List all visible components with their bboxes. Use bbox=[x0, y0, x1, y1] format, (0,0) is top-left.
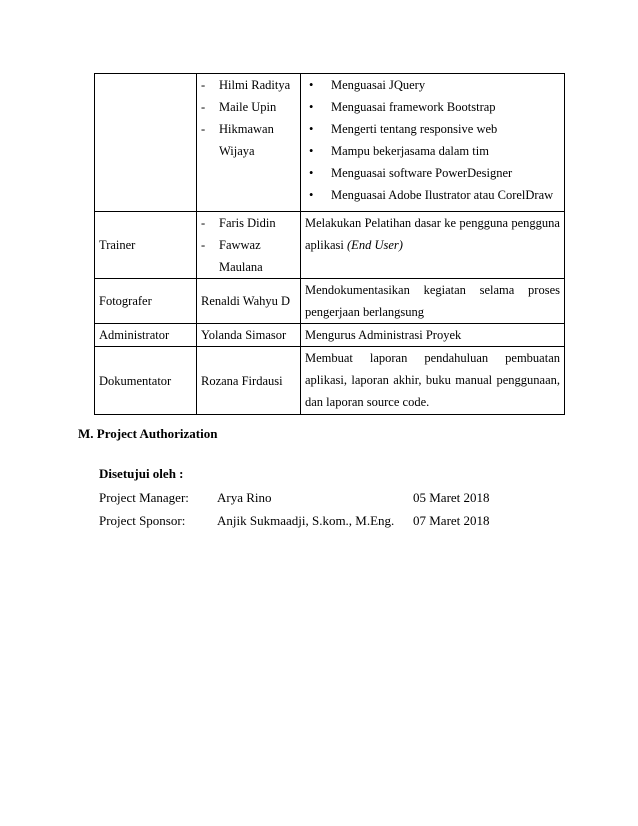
role-cell: Fotografer bbox=[95, 279, 197, 324]
member-name: Faris Didin bbox=[219, 216, 276, 230]
task-italic: (End User) bbox=[347, 238, 403, 252]
table-row bbox=[95, 212, 565, 279]
table-row bbox=[95, 74, 565, 212]
member-name: Maile Upin bbox=[219, 100, 277, 114]
list-item: • Mengerti tentang responsive web bbox=[309, 122, 498, 136]
signatory-role: Project Manager: bbox=[99, 490, 189, 505]
name-cell: - Hilmi Raditya - Maile Upin - Hikmawan Wijaya bbox=[197, 74, 301, 212]
signatory-date: 07 Maret 2018 bbox=[413, 513, 490, 528]
signatory-date: 05 Maret 2018 bbox=[413, 490, 490, 505]
signatory-name: Anjik Sukmaadji, S.kom., M.Eng. bbox=[217, 513, 395, 528]
role-cell: Dokumentator bbox=[95, 347, 197, 415]
role-cell bbox=[95, 74, 197, 212]
list-item: • Menguasai Adobe Ilustrator atau CorelDraw bbox=[309, 188, 554, 202]
task-cell bbox=[301, 74, 565, 212]
name-cell: - Faris Didin - Fawwaz Maulana bbox=[197, 212, 301, 279]
team-roles-table bbox=[94, 73, 565, 415]
name-cell: Renaldi Wahyu D bbox=[197, 279, 301, 324]
list-item: • Menguasai framework Bootstrap bbox=[309, 100, 496, 114]
member-name: Hikmawan Wijaya bbox=[219, 122, 274, 158]
role-cell: Trainer bbox=[95, 212, 197, 279]
list-item: • Menguasai JQuery bbox=[309, 78, 426, 92]
table-row bbox=[95, 324, 565, 347]
list-item: • Mampu bekerjasama dalam tim bbox=[309, 144, 489, 158]
approved-by-label: Disetujui oleh : bbox=[99, 466, 184, 481]
member-name: Fawwaz Maulana bbox=[219, 238, 263, 274]
signatory-name: Arya Rino bbox=[217, 490, 272, 505]
list-item: • Menguasai software PowerDesigner bbox=[309, 166, 513, 180]
table-row bbox=[95, 347, 565, 415]
skills-list bbox=[305, 74, 560, 206]
signatory-role: Project Sponsor: bbox=[99, 513, 186, 528]
task-cell: Membuat laporan pendahuluan pembuatan aplikasi, laporan akhir, buku manual penggunaan, dan laporan source code. bbox=[301, 347, 565, 415]
name-cell: Rozana Firdausi bbox=[197, 347, 301, 415]
task-text: Melakukan Pelatihan dasar ke pengguna pengguna aplikasi bbox=[305, 216, 560, 252]
task-cell bbox=[301, 212, 565, 279]
task-cell: Mendokumentasikan kegiatan selama proses pengerjaan berlangsung bbox=[301, 279, 565, 324]
member-name: Hilmi Raditya bbox=[219, 78, 291, 92]
name-cell: Yolanda Simasor bbox=[197, 324, 301, 347]
task-cell: Mengurus Administrasi Proyek bbox=[301, 324, 565, 347]
role-cell: Administrator bbox=[95, 324, 197, 347]
section-heading: M. Project Authorization bbox=[78, 426, 218, 441]
table-row bbox=[95, 279, 565, 324]
